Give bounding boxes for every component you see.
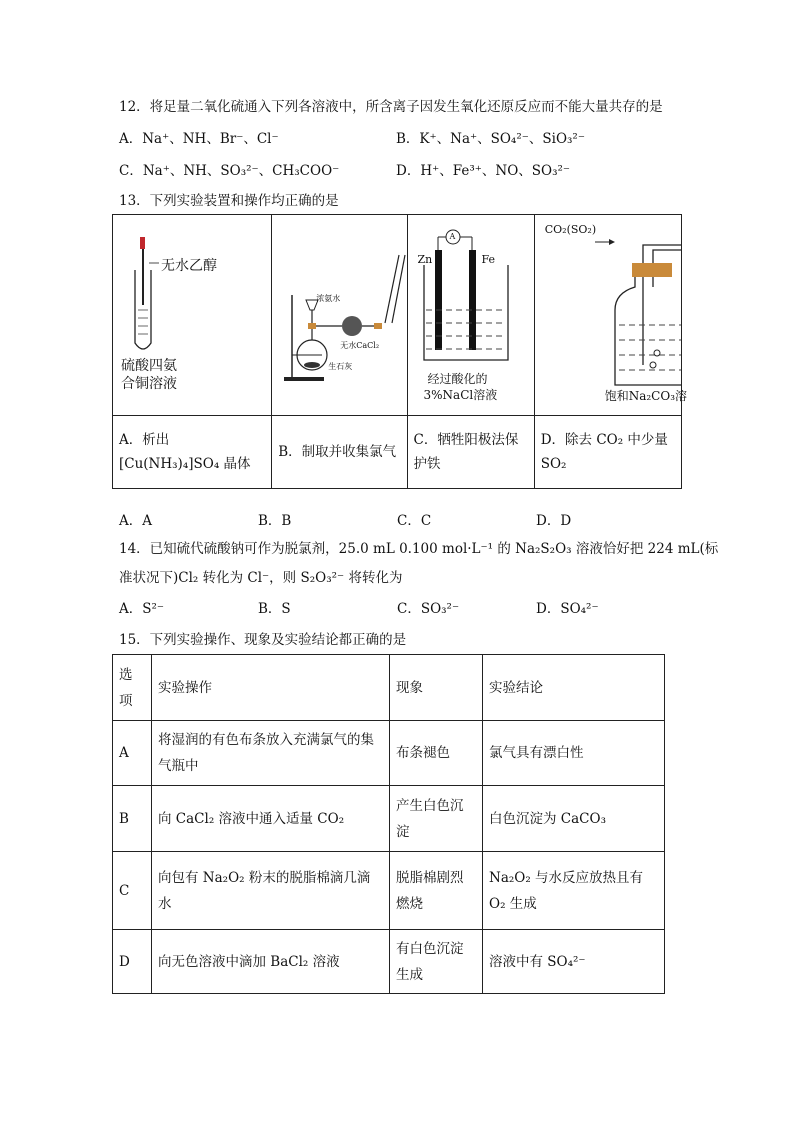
q14-stem-line-1: 14．已知硫代硫酸钠可作为脱氯剂，25.0 mL 0.100 mol·L⁻¹ 的 Na₂S₂O₃ 溶液恰好把 224 mL(标: [119, 541, 719, 557]
figure-c-cell: [407, 215, 534, 416]
q14-option-d: D．SO₄²⁻: [536, 601, 599, 617]
figure-c-fe-label: Fe: [481, 253, 496, 266]
row-option: B: [113, 786, 152, 852]
q12-option-a: A．Na⁺、NH、Br⁻、Cl⁻: [119, 131, 279, 147]
row-conclusion: 溶液中有 SO₄²⁻: [483, 930, 665, 994]
q14-option-a: A．S²⁻: [119, 601, 165, 617]
q13-answer-c: C．C: [397, 513, 432, 529]
caption-a: A．析出 [Cu(NH₃)₄]SO₄ 晶体: [113, 416, 272, 489]
figure-a-cell: [113, 215, 272, 416]
row-phenomenon: 产生白色沉淀: [390, 786, 483, 852]
figure-c-solution-label-1: 经过酸化的: [427, 372, 488, 386]
row-conclusion: 氯气具有漂白性: [483, 721, 665, 786]
figure-b-ammonia-label: 浓氨水: [316, 294, 341, 303]
figure-c-ammeter-label: A: [449, 232, 456, 241]
caption-d: D．除去 CO₂ 中少量 SO₂: [534, 416, 681, 489]
row-conclusion: 白色沉淀为 CaCO₃: [483, 786, 665, 852]
row-phenomenon: 有白色沉淀生成: [390, 930, 483, 994]
figure-b-drier-label: 无水CaCl₂: [340, 341, 380, 350]
table-row: [113, 930, 665, 994]
header-option: 选项: [113, 655, 152, 721]
table-row: [113, 786, 665, 852]
q12-option-c: C．Na⁺、NH、SO₃²⁻、CH₃COO⁻: [119, 163, 340, 179]
table-row: [113, 852, 665, 930]
q14-option-b: B．S: [258, 601, 291, 617]
figure-a-reagent-label: 无水乙醇: [161, 258, 217, 274]
q15-table: [112, 654, 665, 994]
q12-option-b: B．K⁺、Na⁺、SO₄²⁻、SiO₃²⁻: [396, 131, 585, 147]
row-operation: 向 CaCl₂ 溶液中通入适量 CO₂: [152, 786, 390, 852]
q15-stem: 15．下列实验操作、现象及实验结论都正确的是: [119, 632, 407, 648]
caption-b: B．制取并收集氯气: [272, 416, 407, 489]
figure-a-solution-label-2: 合铜溶液: [121, 376, 177, 392]
row-option: A: [113, 721, 152, 786]
row-conclusion: Na₂O₂ 与水反应放热且有 O₂ 生成: [483, 852, 665, 930]
figure-d-solution-label: 饱和Na₂CO₃溶: [604, 389, 688, 403]
header-operation: 实验操作: [152, 655, 390, 721]
figure-c-zn-label: Zn: [417, 253, 433, 266]
figure-b-apparatus: [272, 215, 406, 415]
row-option: D: [113, 930, 152, 994]
q12-option-d: D．H⁺、Fe³⁺、NO、SO₃²⁻: [396, 163, 571, 179]
q13-stem: 13．下列实验装置和操作均正确的是: [119, 193, 339, 209]
row-option: C: [113, 852, 152, 930]
caption-c: C．牺牲阳极法保护铁: [407, 416, 534, 489]
row-operation: 向包有 Na₂O₂ 粉末的脱脂棉滴几滴水: [152, 852, 390, 930]
figure-a-solution-label-1: 硫酸四氨: [121, 358, 177, 374]
q13-answer-d: D．D: [536, 513, 572, 529]
row-phenomenon: 布条褪色: [390, 721, 483, 786]
q13-answer-b: B．B: [258, 513, 292, 529]
figure-c-solution-label-2: 3%NaCl溶液: [423, 388, 498, 402]
q14-option-c: C．SO₃²⁻: [397, 601, 460, 617]
figure-b-lime-label: 生石灰: [328, 362, 353, 371]
figure-d-cell: [534, 215, 688, 416]
row-phenomenon: 脱脂棉剧烈燃烧: [390, 852, 483, 930]
q13-apparatus-table: [112, 214, 688, 489]
q13-answer-a: A．A: [119, 513, 152, 529]
table-row: [113, 721, 665, 786]
figure-d-gas-washing-bottle: [535, 215, 681, 415]
q14-stem-line-2: 准状况下)Cl₂ 转化为 Cl⁻，则 S₂O₃²⁻ 将转化为: [119, 570, 403, 586]
header-conclusion: 实验结论: [483, 655, 665, 721]
header-phenomenon: 现象: [390, 655, 483, 721]
q12-stem: 12．将足量二氧化硫通入下列各溶液中，所含离子因发生氧化还原反应而不能大量共存的是: [119, 99, 663, 115]
row-operation: 将湿润的有色布条放入充满氯气的集气瓶中: [152, 721, 390, 786]
row-operation: 向无色溶液中滴加 BaCl₂ 溶液: [152, 930, 390, 994]
figure-d-gas-label: CO₂(SO₂): [544, 223, 597, 236]
figure-b-cell: [272, 215, 407, 416]
